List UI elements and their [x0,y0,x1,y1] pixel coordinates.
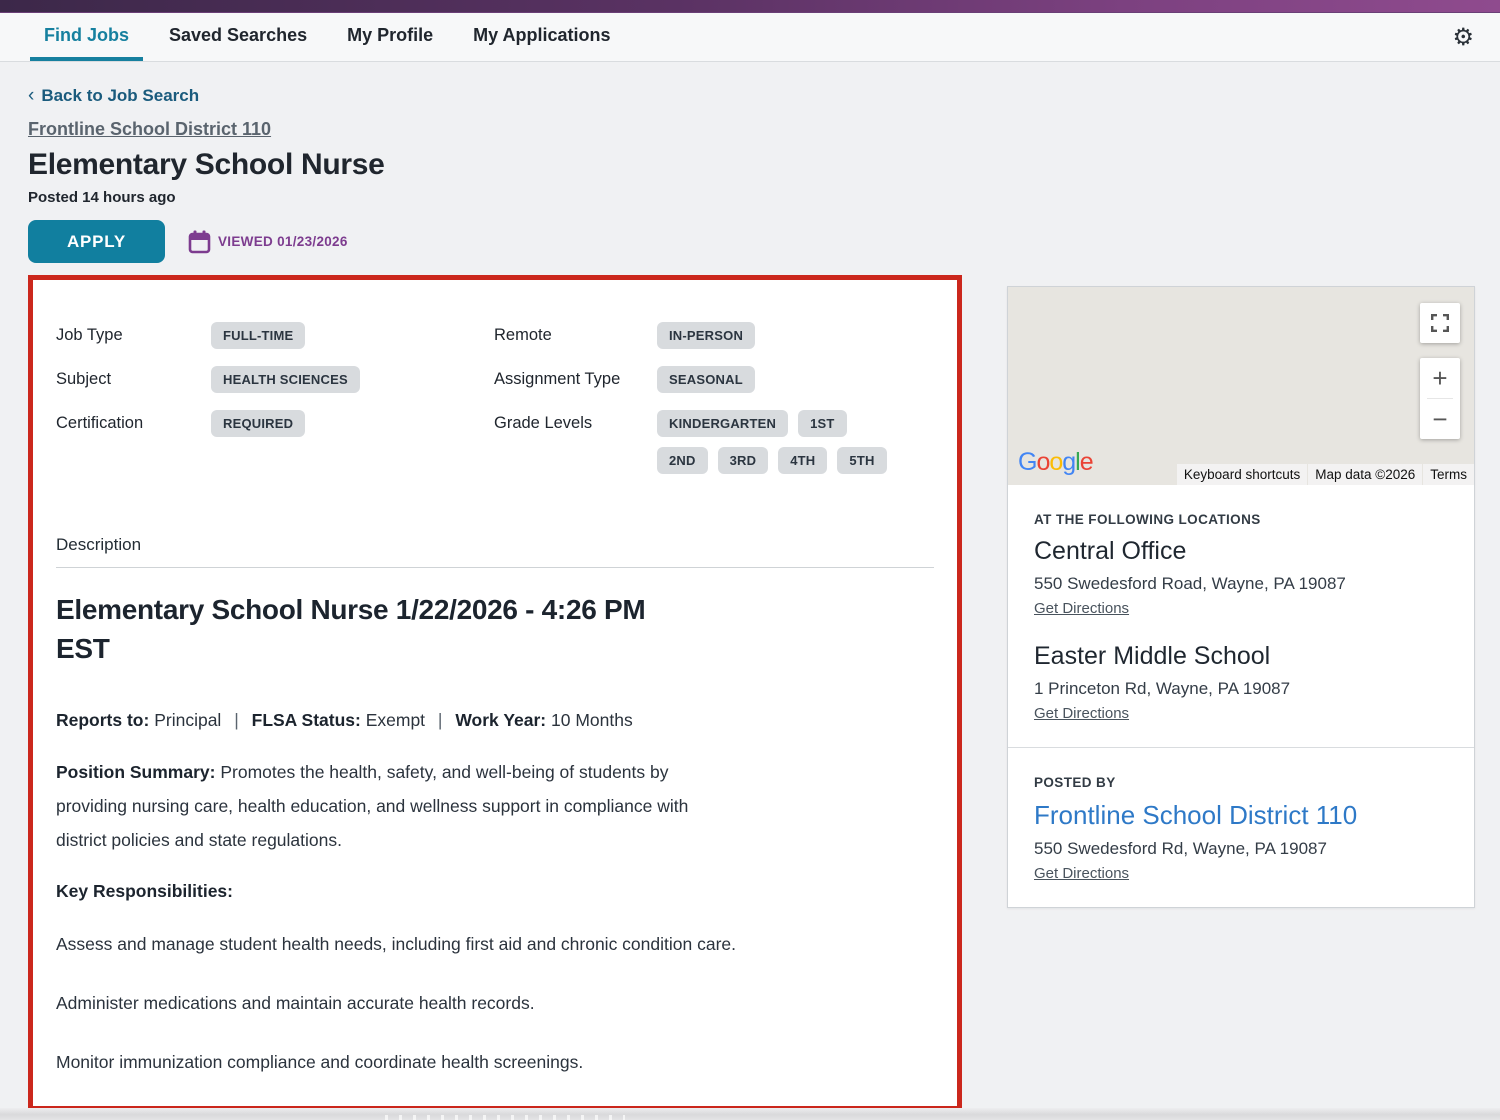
back-to-job-search-link[interactable] [28,85,199,107]
top-brand-bar [0,0,1500,13]
google-map[interactable] [1008,287,1474,485]
map-fullscreen-button[interactable] [1420,303,1460,343]
responsibility-item: Monitor immunization compliance and coordinate health screenings. [56,1052,584,1072]
locations-section [1008,485,1474,747]
job-attributes-grid [56,322,934,491]
grade-badge: 2ND [657,447,708,474]
attr-label: Certification [56,414,144,432]
position-summary-paragraph [56,755,716,857]
grade-badge: 3RD [718,447,769,474]
district-link[interactable]: Frontline School District 110 [28,119,272,139]
assignment-type-badge: SEASONAL [657,366,755,393]
map-zoom-out-button[interactable]: − [1432,403,1448,434]
meta-separator: | [234,710,239,730]
description-heading: Elementary School Nurse 1/22/2026 - 4:26 PM EST [56,594,646,664]
tab-my-applications[interactable]: My Applications [473,24,611,45]
grade-badge: KINDERGARTEN [657,410,788,437]
tab-my-profile[interactable]: My Profile [347,24,434,45]
attr-label: Subject [56,370,112,388]
location-sidebar [1007,286,1475,908]
attr-grade-levels [494,410,907,474]
grade-badge: 4TH [778,447,827,474]
get-directions-link[interactable]: Get Directions [1034,865,1130,882]
subject-badge: HEALTH SCIENCES [211,366,360,393]
chevron-left-icon: ‹ [28,85,35,106]
page-title: Elementary School Nurse [28,148,385,181]
location-address: 550 Swedesford Road, Wayne, PA 19087 [1034,574,1346,593]
responsibility-item: Administer medications and maintain accurate health records. [56,993,535,1013]
attr-remote [494,322,907,349]
keyboard-shortcuts-link[interactable]: Keyboard shortcuts [1177,464,1307,485]
grade-badge: 1ST [798,410,846,437]
position-summary-text: Promotes the health, safety, and well-being of students by providing nursing care, health education, and wellness support in compliance with district policies and state regulations. [56,762,689,850]
posted-by-address: 550 Swedesford Rd, Wayne, PA 19087 [1034,839,1327,858]
attr-assignment-type [494,366,907,393]
get-directions-link[interactable]: Get Directions [1034,600,1130,617]
location-name: Central Office [1034,537,1187,565]
posted-by-district-link[interactable]: Frontline School District 110 [1034,800,1358,830]
position-summary-label: Position Summary: [56,762,216,782]
attr-job-type [56,322,494,349]
attr-label: Assignment Type [494,370,621,388]
attr-certification [56,410,494,437]
location-name: Easter Middle School [1034,642,1271,670]
get-directions-link[interactable]: Get Directions [1034,705,1130,722]
remote-badge: IN-PERSON [657,322,755,349]
responsibility-item: Assess and manage student health needs, including first aid and chronic condition care. [56,934,737,954]
posted-timestamp: Posted 14 hours ago [28,189,176,206]
apply-button[interactable]: APPLY [28,220,165,263]
meta-label: FLSA Status: [251,710,361,730]
next-content-peek [0,1108,1500,1120]
meta-value: 10 Months [551,710,633,730]
map-zoom-control [1420,358,1460,439]
meta-separator: | [437,710,443,730]
location-address: 1 Princeton Rd, Wayne, PA 19087 [1034,679,1291,698]
tab-saved-searches[interactable]: Saved Searches [169,24,308,45]
attr-label: Grade Levels [494,414,593,432]
description-section-label: Description [56,535,934,568]
job-type-badge: FULL-TIME [211,322,305,349]
locations-section-label: AT THE FOLLOWING LOCATIONS [1034,512,1261,527]
tab-find-jobs[interactable]: Find Jobs [30,13,143,61]
location-item [1034,537,1448,618]
job-detail-highlight-box [28,275,962,1111]
terms-link[interactable]: Terms [1423,464,1474,485]
posted-by-section [1008,748,1474,907]
clipped-text-hint [385,1115,625,1120]
attr-label: Job Type [56,326,123,344]
map-zoom-in-button[interactable]: + [1432,362,1448,393]
meta-value: Principal [154,710,222,730]
posted-by-label: POSTED BY [1034,775,1116,790]
viewed-status [188,230,348,254]
attr-subject [56,366,494,393]
attr-label: Remote [494,326,552,344]
viewed-label: VIEWED 01/23/2026 [218,234,348,249]
meta-label: Reports to: [56,710,150,730]
settings-gear-icon[interactable]: ⚙ [1452,23,1474,51]
back-link-label: Back to Job Search [41,86,200,105]
description-meta-line [56,710,934,731]
main-nav [0,13,1500,62]
fullscreen-icon [1431,314,1449,332]
location-item [1034,642,1448,723]
map-attribution [1176,464,1474,485]
calendar-icon [188,230,211,254]
google-logo[interactable]: Google [1018,448,1093,476]
certification-badge: REQUIRED [211,410,305,437]
meta-value: Exempt [365,710,426,730]
map-data-label: Map data ©2026 [1308,464,1422,485]
grade-badge: 5TH [837,447,886,474]
meta-label: Work Year: [455,710,547,730]
key-responsibilities-label: Key Responsibilities: [56,881,233,901]
